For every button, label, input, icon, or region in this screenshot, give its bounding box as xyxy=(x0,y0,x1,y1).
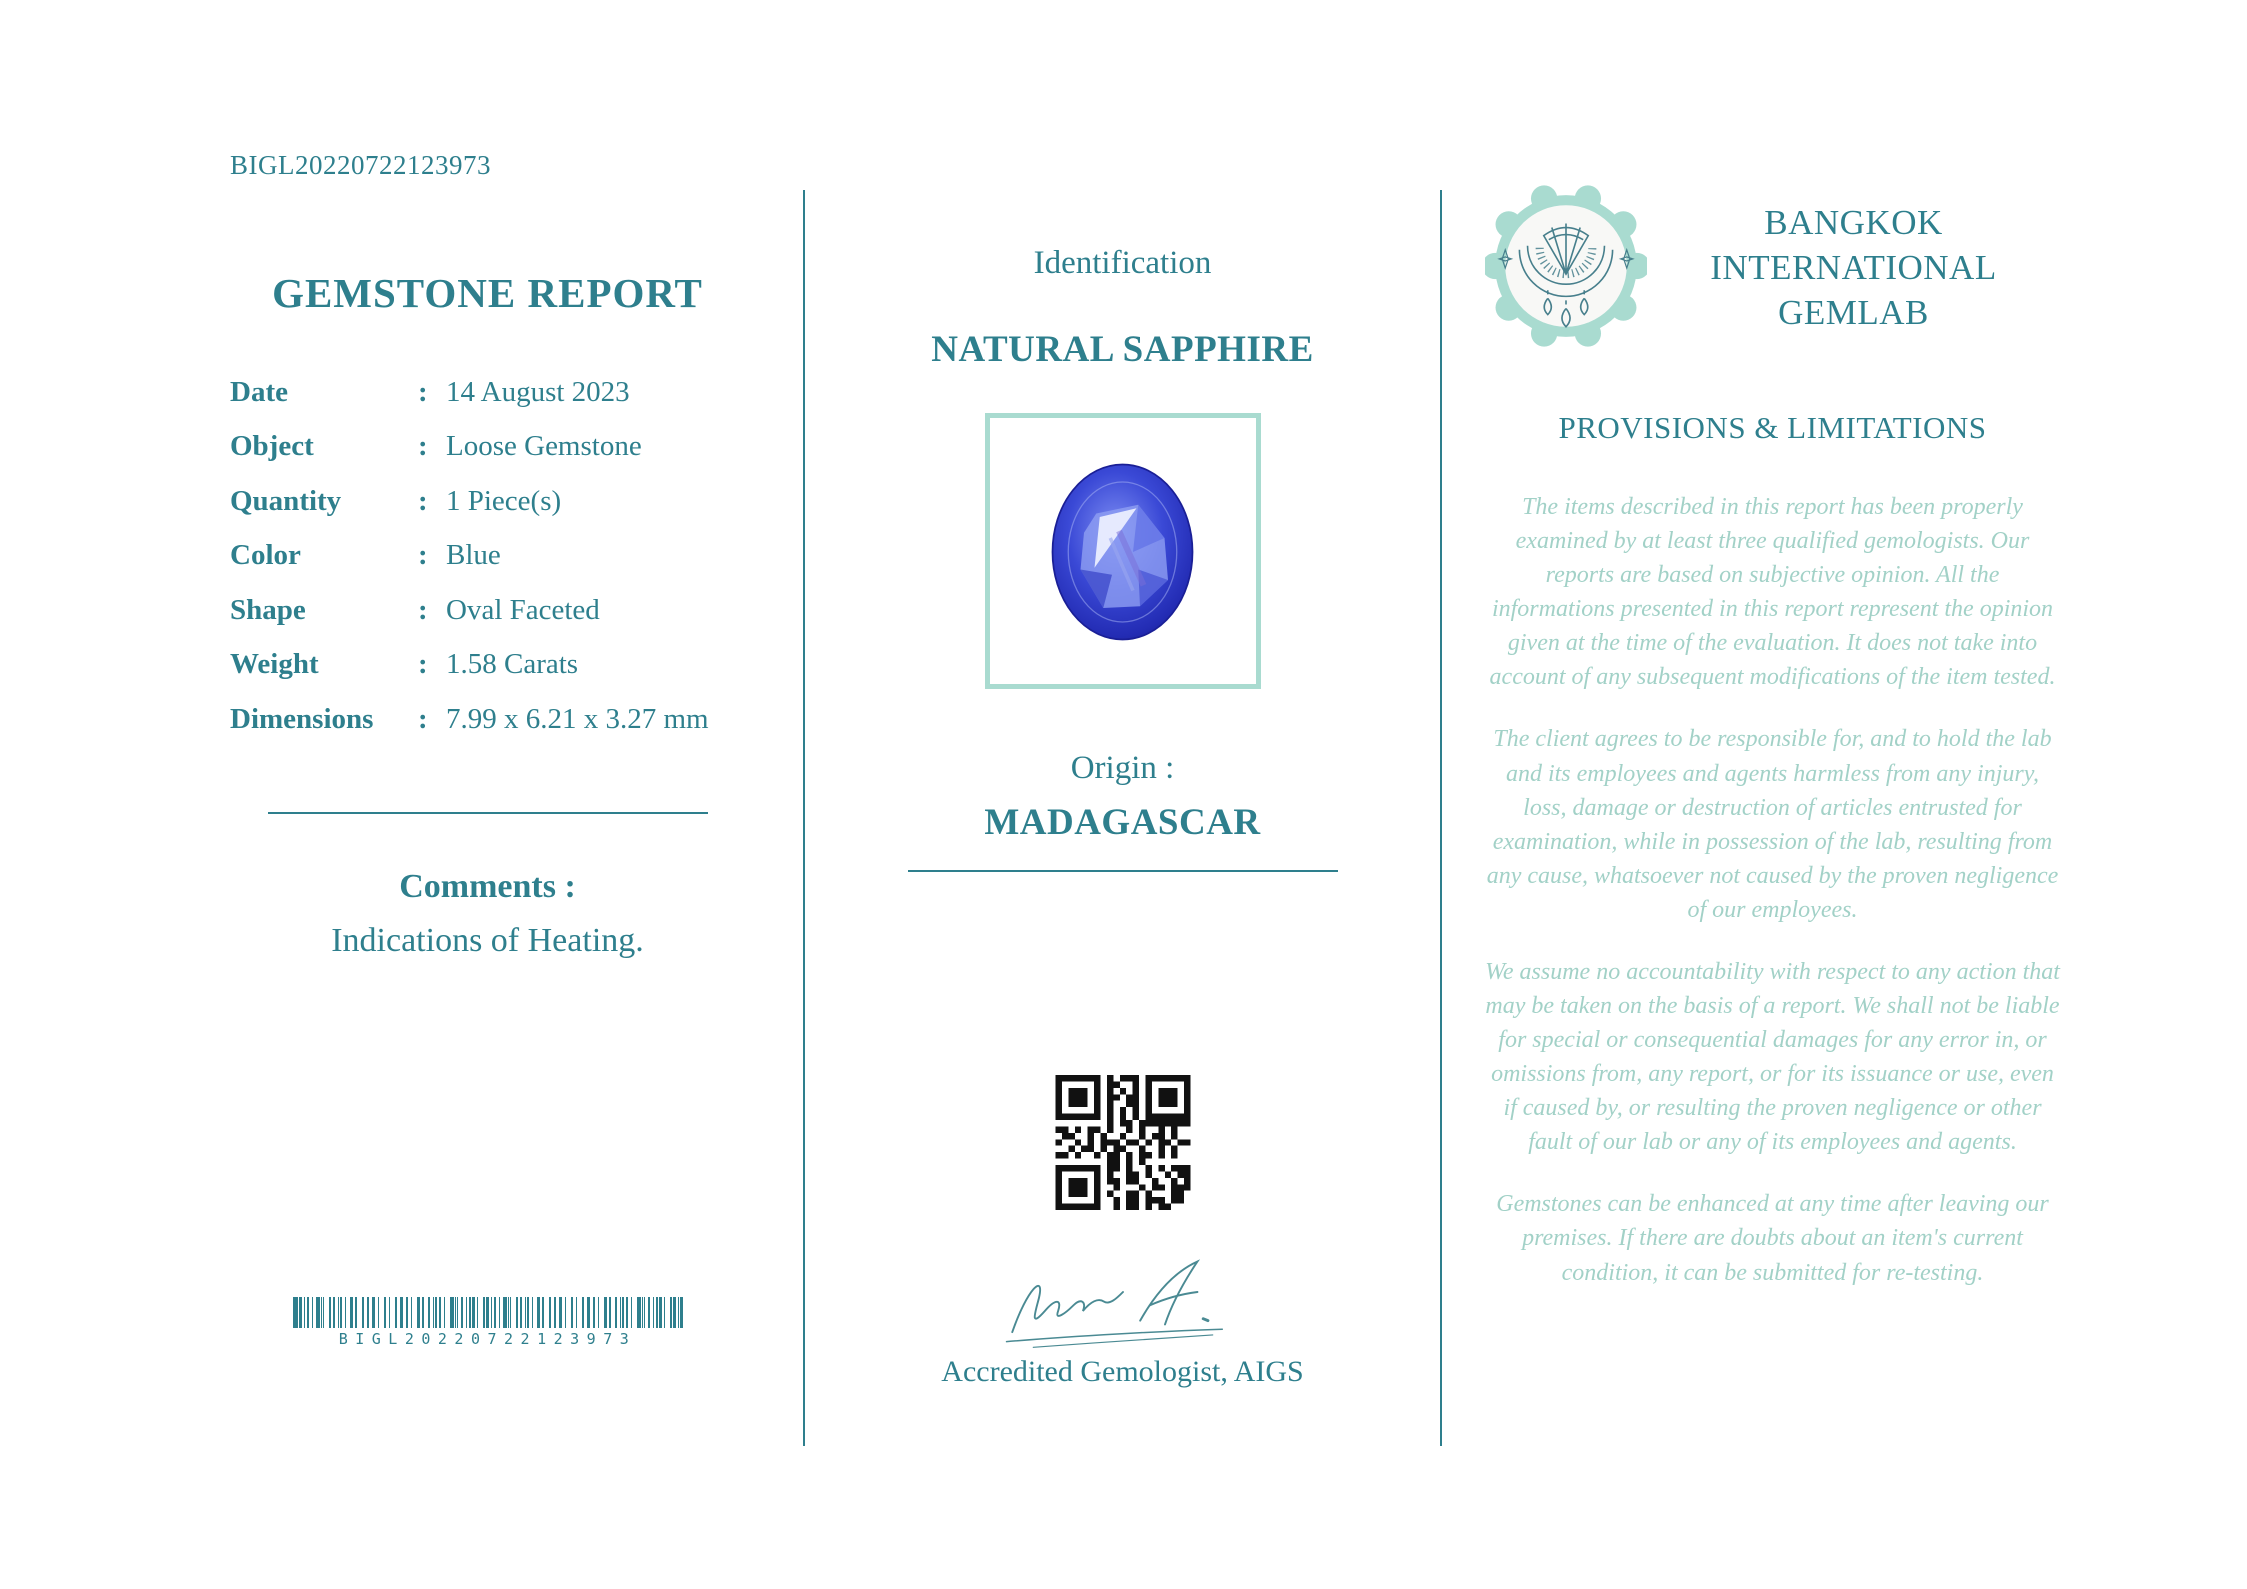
field-row-shape xyxy=(230,595,745,625)
left-divider-line xyxy=(268,812,708,814)
field-row-date xyxy=(230,377,745,407)
provisions-heading: PROVISIONS & LIMITATIONS xyxy=(1558,410,1987,445)
field-label: Object xyxy=(230,430,314,463)
field-value: Oval Faceted xyxy=(446,593,600,626)
lab-name-line-1: BANGKOK xyxy=(1764,203,1943,243)
comments-text: Indications of Heating. xyxy=(331,922,644,960)
field-row-quantity xyxy=(230,486,745,516)
field-colon: : xyxy=(418,648,428,681)
lab-header xyxy=(1485,185,2060,352)
gemologist-signature xyxy=(998,1250,1248,1360)
provisions-paragraph-4: Gemstones can be enhanced at any time after leaving our premises. If there are doubts about an item's current condition, it can be submitted for re-testing. xyxy=(1496,1191,2049,1286)
barcode xyxy=(293,1297,683,1348)
lab-logo-icon xyxy=(1485,185,1647,352)
identification-panel xyxy=(845,150,1400,1460)
qr-code xyxy=(1055,1075,1190,1215)
barcode-text: BIGL20220722123973 xyxy=(338,1330,637,1348)
lab-name-line-2: INTERNATIONAL xyxy=(1710,248,1997,288)
provisions-paragraph-3: We assume no accountability with respect to any action that may be taken on the basis of a report. We shall not be liable for special or consequential damages for any error in, or omissions from, any report, or for its issuance or use, even if caused by, or resulting the proven negligence or other fault of our lab or any of its employees and agents. xyxy=(1485,958,2060,1156)
field-row-object xyxy=(230,431,745,461)
signer-title: Accredited Gemologist, AIGS xyxy=(941,1355,1304,1388)
identification-result: NATURAL SAPPHIRE xyxy=(931,329,1314,370)
field-colon: : xyxy=(418,484,428,517)
gemstone-photo-frame xyxy=(985,413,1261,689)
field-label: Date xyxy=(230,376,288,408)
panel-divider-right xyxy=(1440,190,1442,1446)
comments-label: Comments : xyxy=(399,868,576,906)
field-row-color xyxy=(230,540,745,570)
field-value: 1.58 Carats xyxy=(446,648,579,681)
field-label: Weight xyxy=(230,648,319,681)
field-colon: : xyxy=(418,539,428,572)
report-panel xyxy=(230,150,745,1460)
field-colon: : xyxy=(418,430,428,463)
report-fields xyxy=(230,377,745,734)
gemstone-photo xyxy=(1035,446,1210,658)
field-row-weight xyxy=(230,649,745,679)
field-colon: : xyxy=(418,593,428,626)
lab-name xyxy=(1647,201,2060,335)
field-value: Loose Gemstone xyxy=(446,430,642,463)
lab-name-line-3: GEMLAB xyxy=(1778,292,1929,332)
provisions-paragraphs xyxy=(1485,490,2060,1290)
field-row-dimensions xyxy=(230,704,745,734)
middle-divider-line xyxy=(908,870,1338,872)
origin-label: Origin : xyxy=(1070,750,1175,786)
report-number: BIGL20220722123973 xyxy=(230,150,491,180)
field-colon: : xyxy=(418,376,428,408)
identification-heading: Identification xyxy=(1033,245,1212,281)
origin-value: MADAGASCAR xyxy=(984,802,1261,843)
field-label: Color xyxy=(230,539,301,572)
report-title: GEMSTONE REPORT xyxy=(272,270,703,316)
field-value: Blue xyxy=(446,539,501,572)
field-label: Dimensions xyxy=(230,702,374,735)
provisions-paragraph-1: The items described in this report has been properly examined by at least three qualified gemologists. Our reports are based on subjective opinion. All the informations presented in this report represent the opinion given at the time of the evaluation. It does not take into account of any subsequent modifications of the item tested. xyxy=(1489,494,2056,691)
barcode-stripes xyxy=(293,1297,683,1328)
provisions-paragraph-2: The client agrees to be responsible for, and to hold the lab and its employees and agents harmless from any injury, loss, damage or destruction of articles entrusted for examination, while in possession of the lab, resulting from any cause, whatsoever not caused by the proven negligence of our employees. xyxy=(1486,726,2059,923)
field-value: 7.99 x 6.21 x 3.27 mm xyxy=(446,702,709,735)
field-colon: : xyxy=(418,702,428,735)
field-value: 14 August 2023 xyxy=(446,376,630,408)
field-label: Shape xyxy=(230,593,306,626)
field-label: Quantity xyxy=(230,484,342,517)
field-value: 1 Piece(s) xyxy=(446,484,562,517)
panel-divider-left xyxy=(803,190,805,1446)
lab-panel xyxy=(1485,185,2060,1318)
